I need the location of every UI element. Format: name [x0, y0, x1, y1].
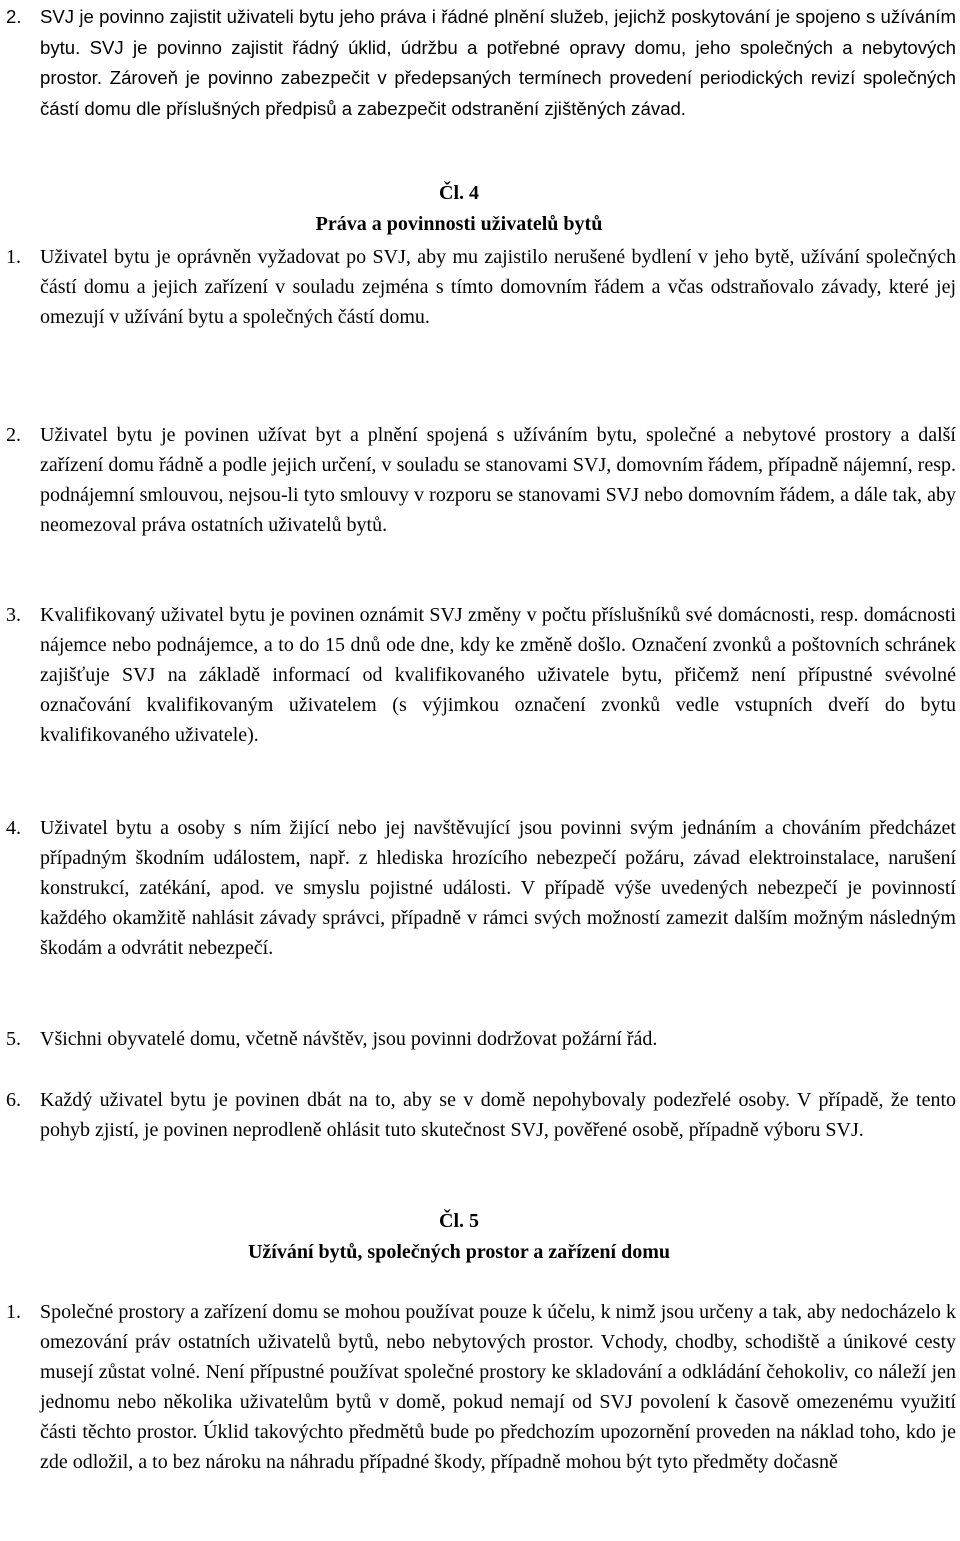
- article-4-paragraph-2: [0, 420, 956, 540]
- article-4-paragraph-6: [0, 1085, 956, 1145]
- paragraph-number: 5.: [6, 1028, 21, 1050]
- article-4-number: Čl. 4: [439, 182, 479, 204]
- paragraph-text: Uživatel bytu a osoby s ním žijící nebo jej navštěvující jsou povinni svým jednáním a chováním předcházet případným škodním událostem, např. z hlediska hrozícího nebezpečí požáru, závad elektroinstalace, narušení konstrukcí, zatékání, apod. ve smyslu pojistné události. V případě výše uvedených nebezpečí je povinností každého okamžitě nahlásit závady správci, případně v rámci svých možností zamezit dalším možným následným škodám a odvrátit nebezpečí.: [40, 817, 956, 959]
- paragraph-text: Společné prostory a zařízení domu se mohou používat pouze k účelu, k nimž jsou určeny a tak, aby nedocházelo k omezování práv ostatních uživatelů bytů, nebo nebytových prostor. Vchody, chodby, schodiště a únikové cesty musejí zůstat volné. Není přípustné používat společné prostory ke skladování a odkládání čehokoliv, co náleží jen jednomu nebo několika uživatelům bytů v domě, pokud nemají od SVJ povolení k časově omezenému využití části těchto prostor. Úklid takovýchto předmětů bude po předchozím upozornění proveden na náklad toho, kdo je zde odložil, a to bez nároku na náhradu případné škody, případně mohou být tyto předměty dočasně: [40, 1301, 956, 1473]
- paragraph-number: 6.: [6, 1089, 21, 1111]
- article-4-title: Práva a povinnosti uživatelů bytů: [315, 213, 603, 235]
- paragraph-number: 4.: [6, 817, 21, 839]
- article-4-paragraph-5: [0, 1024, 956, 1054]
- article-4-paragraph-1: [0, 242, 956, 332]
- paragraph-text: Uživatel bytu je povinen užívat byt a plnění spojená s užíváním bytu, společné a nebytové prostory a další zařízení domu řádně a podle jejich určení, v souladu se stanovami SVJ, domovním řádem, případně nájemní, resp. podnájemní smlouvou, nejsou-li tyto smlouvy v rozporu se stanovami SVJ nebo domovním řádem, a dále tak, aby neomezoval práva ostatních uživatelů bytů.: [40, 424, 956, 536]
- paragraph-number: 2.: [6, 6, 22, 27]
- paragraph-number: 1.: [6, 1301, 21, 1323]
- article-4-paragraph-4: [0, 813, 956, 963]
- article-4-paragraph-3: [0, 600, 956, 750]
- paragraph-number: 2.: [6, 424, 21, 446]
- article-5-paragraph-1: [0, 1297, 956, 1477]
- intro-paragraph: [0, 2, 956, 124]
- paragraph-text: SVJ je povinno zajistit uživateli bytu jeho práva i řádné plnění služeb, jejichž poskytování je spojeno s užíváním bytu. SVJ je povinno zajistit řádný úklid, údržbu a potřebné opravy domu, jeho společných a nebytových prostor. Zároveň je povinno zabezpečit v předepsaných termínech provedení periodických revizí společných částí domu dle příslušných předpisů a zabezpečit odstranění zjištěných závad.: [40, 6, 956, 119]
- article-5-title: Užívání bytů, společných prostor a zařízení domu: [247, 1241, 671, 1263]
- paragraph-number: 3.: [6, 604, 21, 626]
- paragraph-text: Všichni obyvatelé domu, včetně návštěv, jsou povinni dodržovat požární řád.: [40, 1028, 658, 1050]
- paragraph-text: Kvalifikovaný uživatel bytu je povinen oznámit SVJ změny v počtu příslušníků své domácnosti, resp. domácnosti nájemce nebo podnájemce, a to do 15 dnů ode dne, kdy ke změně došlo. Označení zvonků a poštovních schránek zajišťuje SVJ na základě informací od kvalifikovaného uživatele bytu, přičemž není přípustné svévolné označování kvalifikovaným uživatelem (s výjimkou označení zvonků vedle vstupních dveří do bytu kvalifikovaného uživatele).: [40, 604, 956, 746]
- paragraph-number: 1.: [6, 246, 21, 268]
- paragraph-text: Každý uživatel bytu je povinen dbát na to, aby se v domě nepohybovaly podezřelé osoby. V případě, že tento pohyb zjistí, je povinen neprodleně ohlásit tuto skutečnost SVJ, pověřené osobě, případně výboru SVJ.: [40, 1089, 956, 1141]
- article-5-number: Čl. 5: [439, 1210, 479, 1232]
- paragraph-text: Uživatel bytu je oprávněn vyžadovat po SVJ, aby mu zajistilo nerušené bydlení v jeho bytě, užívání společných částí domu a jejich zařízení v souladu zejména s tímto domovním řádem a včas odstraňovalo závady, které jej omezují v užívání bytu a společných částí domu.: [40, 246, 956, 328]
